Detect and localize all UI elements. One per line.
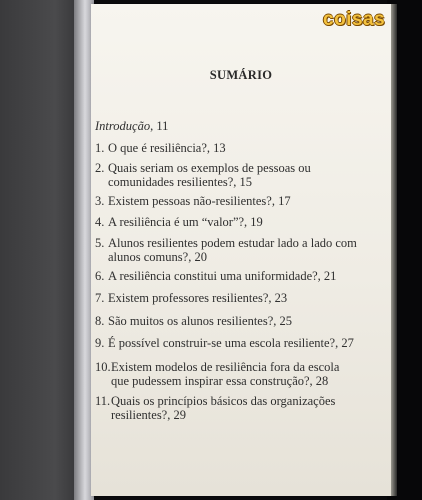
toc-item-text: Existem professores resilientes?, 23 [108, 291, 288, 305]
toc-item-text: Quais os princípios básicos das organizações [111, 394, 336, 408]
toc-introduction-label: Introdução [95, 119, 151, 133]
toc-item-5 [95, 236, 357, 264]
toc-item-text-continued: resilientes?, 29 [111, 408, 186, 422]
watermark-logo: coisas [323, 9, 386, 30]
toc-item-2 [95, 161, 311, 189]
toc-item-text-continued: alunos comuns?, 20 [108, 250, 207, 264]
toc-item-text: Existem pessoas não-resilientes?, 17 [108, 194, 291, 208]
page-edge-shadow [391, 4, 397, 496]
toc-item-number: 10. [95, 360, 111, 374]
toc-item-number: 6. [95, 269, 105, 283]
toc-item-number: 8. [95, 314, 105, 328]
page-title: SUMÁRIO [209, 68, 273, 82]
toc-item-11 [95, 394, 335, 422]
toc-item-number: 4. [95, 215, 105, 229]
toc-item-number: 9. [95, 336, 105, 350]
toc-item-6 [95, 269, 336, 283]
toc-item-text: A resiliência é um “valor”?, 19 [108, 215, 263, 229]
toc-introduction [95, 119, 168, 134]
toc-item-10 [95, 360, 339, 388]
toc-item-text: Existem modelos de resiliência fora da escola [111, 360, 340, 374]
toc-item-number: 1. [95, 141, 105, 155]
toc-item-number: 2. [95, 161, 105, 175]
toc-introduction-page: , 11 [150, 119, 169, 133]
toc-item-text-continued: que pudessem inspirar essa construção?, 28 [111, 374, 329, 388]
toc-item-text: O que é resiliência?, 13 [108, 141, 226, 155]
toc-item-1 [95, 141, 226, 155]
toc-item-text-continued: comunidades resilientes?, 15 [108, 175, 253, 189]
toc-item-number: 11. [95, 394, 111, 408]
toc-item-text: É possível construir-se uma escola resiliente?, 27 [108, 336, 354, 350]
toc-item-text: Alunos resilientes podem estudar lado a lado com [108, 236, 357, 250]
toc-item-3 [95, 194, 291, 208]
toc-item-8 [95, 314, 292, 328]
toc-item-9 [95, 336, 354, 350]
toc-item-text: Quais seriam os exemplos de pessoas ou [108, 161, 311, 175]
toc-item-number: 5. [95, 236, 105, 250]
book-page [91, 4, 391, 496]
toc-item-7 [95, 291, 287, 305]
toc-item-number: 7. [95, 291, 105, 305]
toc-item-text: A resiliência constitui uma uniformidade?, 21 [108, 269, 337, 283]
toc-item-number: 3. [95, 194, 105, 208]
toc-item-4 [95, 215, 263, 229]
toc-item-text: São muitos os alunos resilientes?, 25 [108, 314, 293, 328]
